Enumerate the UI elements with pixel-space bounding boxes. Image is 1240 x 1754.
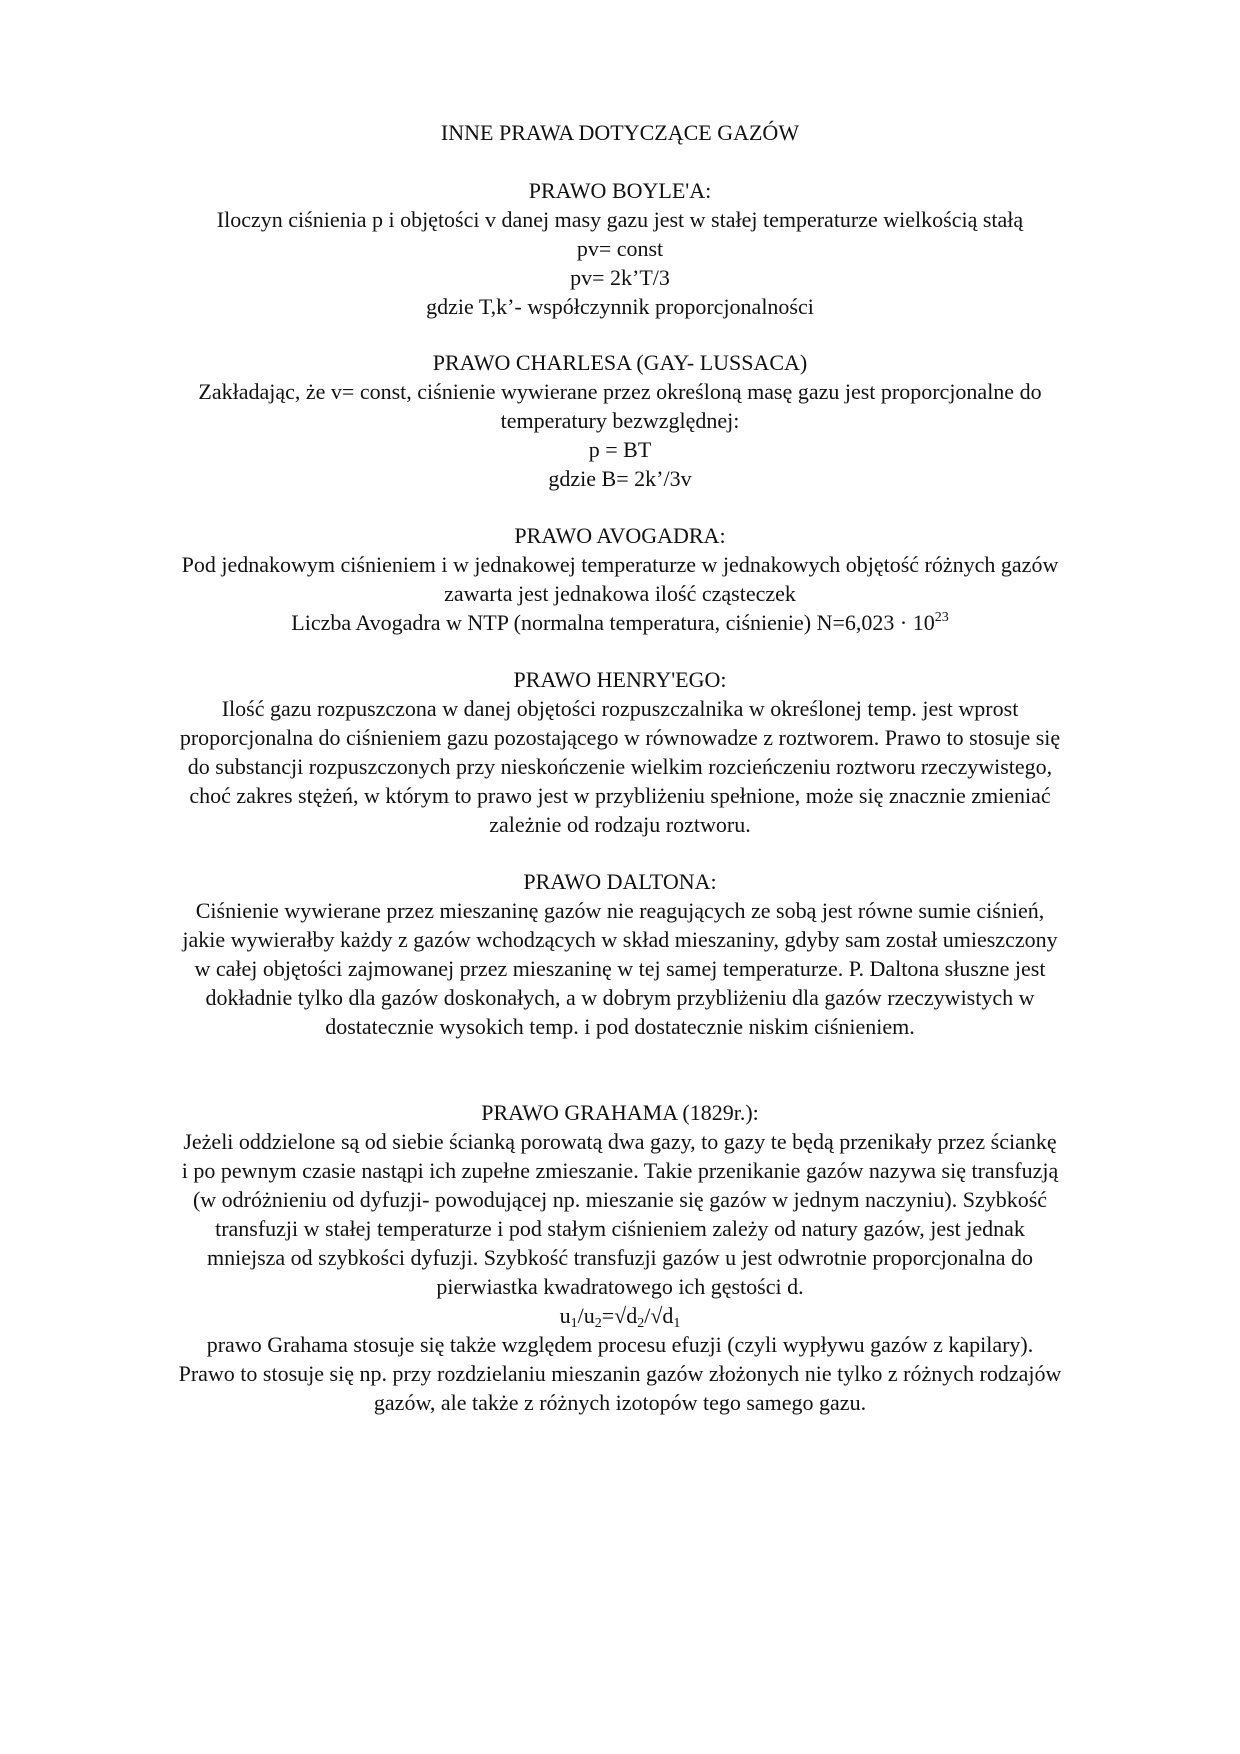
graham-formula-line — [100, 1301, 1140, 1330]
section-charles — [100, 348, 1140, 493]
graham-text-line: gazów, ale także z różnych izotopów tego samego gazu. — [373, 1390, 867, 1415]
henry-text-line: proporcjonalna do ciśnieniem gazu pozostającego w równowadze z roztworem. Prawo to stosuje się — [179, 725, 1061, 750]
formula-subscript: 2 — [594, 1316, 602, 1331]
boyle-text-line: gdzie T,k’- współczynnik proporcjonalności — [426, 294, 814, 319]
graham-text-line: prawo Grahama stosuje się także względem procesu efuzji (czyli wypływu gazów z kapilary). — [206, 1332, 1034, 1357]
graham-text-line: transfuzji w stałej temperaturze i pod stałym ciśnieniem zależy od natury gazów, jest jednak — [215, 1216, 1025, 1241]
section-avogadro — [100, 521, 1140, 637]
section-boyle — [100, 176, 1140, 321]
graham-text-line: pierwiastka kwadratowego ich gęstości d. — [436, 1274, 804, 1299]
boyle-formula-line: pv= const — [576, 236, 664, 261]
charles-text-line: Zakładając, że v= const, ciśnienie wywierane przez określoną masę gazu jest proporcjonalne do — [198, 379, 1042, 404]
heading-graham: PRAWO GRAHAMA (1829r.): — [481, 1100, 759, 1125]
formula-root-d: /√d — [644, 1303, 674, 1328]
formula-u: u — [559, 1303, 571, 1328]
henry-text-line: choć zakres stężeń, w którym to prawo jest w przybliżeniu spełnione, może się znacznie zmieniać — [189, 783, 1051, 808]
graham-text-line: Prawo to stosuje się np. przy rozdzielaniu mieszanin gazów złożonych nie tylko z różnych rodzajów — [178, 1361, 1062, 1386]
boyle-text-line: Iloczyn ciśnienia p i objętości v danej masy gazu jest w stałej temperaturze wielkością stałą — [216, 207, 1024, 232]
dalton-text-line: dostatecznie wysokich temp. i pod dostatecznie niskim ciśnieniem. — [325, 1014, 915, 1039]
charles-formula-line: gdzie B= 2k’/3v — [548, 466, 692, 491]
avogadro-number-line — [100, 608, 1140, 637]
formula-subscript: 1 — [673, 1316, 681, 1331]
dalton-text-line: dokładnie tylko dla gazów doskonałych, a w dobrym przybliżeniu dla gazów rzeczywistych w — [205, 985, 1035, 1010]
formula-subscript: 2 — [637, 1316, 645, 1331]
avogadro-text-line: zawarta jest jednakowa ilość cząsteczek — [444, 581, 796, 606]
avogadro-exponent: 23 — [934, 610, 949, 625]
dalton-text-line: w całej objętości zajmowanej przez mieszaninę w tej samej temperaturze. P. Daltona słuszne jest — [194, 956, 1046, 981]
section-dalton — [100, 867, 1140, 1041]
heading-henry: PRAWO HENRY'EGO: — [513, 667, 727, 692]
dalton-text-line: jakie wywierałby każdy z gazów wchodzących w skład mieszaniny, gdyby sam został umieszczony — [182, 927, 1058, 952]
graham-text-line: mniejsza od szybkości dyfuzji. Szybkość transfuzji gazów u jest odwrotnie proporcjonalna do — [206, 1245, 1034, 1270]
avogadro-text-line: Pod jednakowym ciśnieniem i w jednakowej temperaturze w jednakowych objętość różnych gazów — [181, 552, 1059, 577]
avogadro-number-text: Liczba Avogadra w NTP (normalna temperatura, ciśnienie) N=6,023 · 10 — [291, 610, 935, 635]
heading-dalton: PRAWO DALTONA: — [523, 869, 717, 894]
charles-formula-line: p = BT — [588, 437, 652, 462]
henry-text-line: do substancji rozpuszczonych przy nieskończenie wielkim rozcieńczeniu roztworu rzeczywistego, — [187, 754, 1053, 779]
charles-text-line: temperatury bezwzględnej: — [500, 408, 740, 433]
graham-text-line: (w odróżnieniu od dyfuzji- powodującej np. mieszanie się gazów w jednym naczyniu). Szybkość — [192, 1187, 1048, 1212]
heading-boyle: PRAWO BOYLE'A: — [528, 178, 712, 203]
henry-text-line: zależnie od rodzaju roztworu. — [489, 812, 751, 837]
formula-root-d: =√d — [601, 1303, 638, 1328]
formula-slash: / — [577, 1303, 584, 1328]
graham-text-line: i po pewnym czasie nastąpi ich zupełne zmieszanie. Takie przenikanie gazów nazywa się transfuzją — [181, 1158, 1059, 1183]
formula-u: u — [583, 1303, 595, 1328]
heading-charles: PRAWO CHARLESA (GAY- LUSSACA) — [432, 350, 808, 375]
formula-subscript: 1 — [570, 1316, 578, 1331]
section-henry — [100, 665, 1140, 839]
section-graham — [100, 1098, 1140, 1417]
boyle-formula-line: pv= 2k’T/3 — [570, 265, 670, 290]
document-title: INNE PRAWA DOTYCZĄCE GAZÓW — [440, 120, 800, 145]
graham-text-line: Jeżeli oddzielone są od siebie ścianką porowatą dwa gazy, to gazy te będą przenikały przez ściankę — [183, 1129, 1057, 1154]
heading-avogadro: PRAWO AVOGADRA: — [514, 523, 726, 548]
henry-text-line: Ilość gazu rozpuszczona w danej objętości rozpuszczalnika w określonej temp. jest wprost — [221, 696, 1019, 721]
dalton-text-line: Ciśnienie wywierane przez mieszaninę gazów nie reagujących ze sobą jest równe sumie ciśnień, — [195, 898, 1045, 923]
